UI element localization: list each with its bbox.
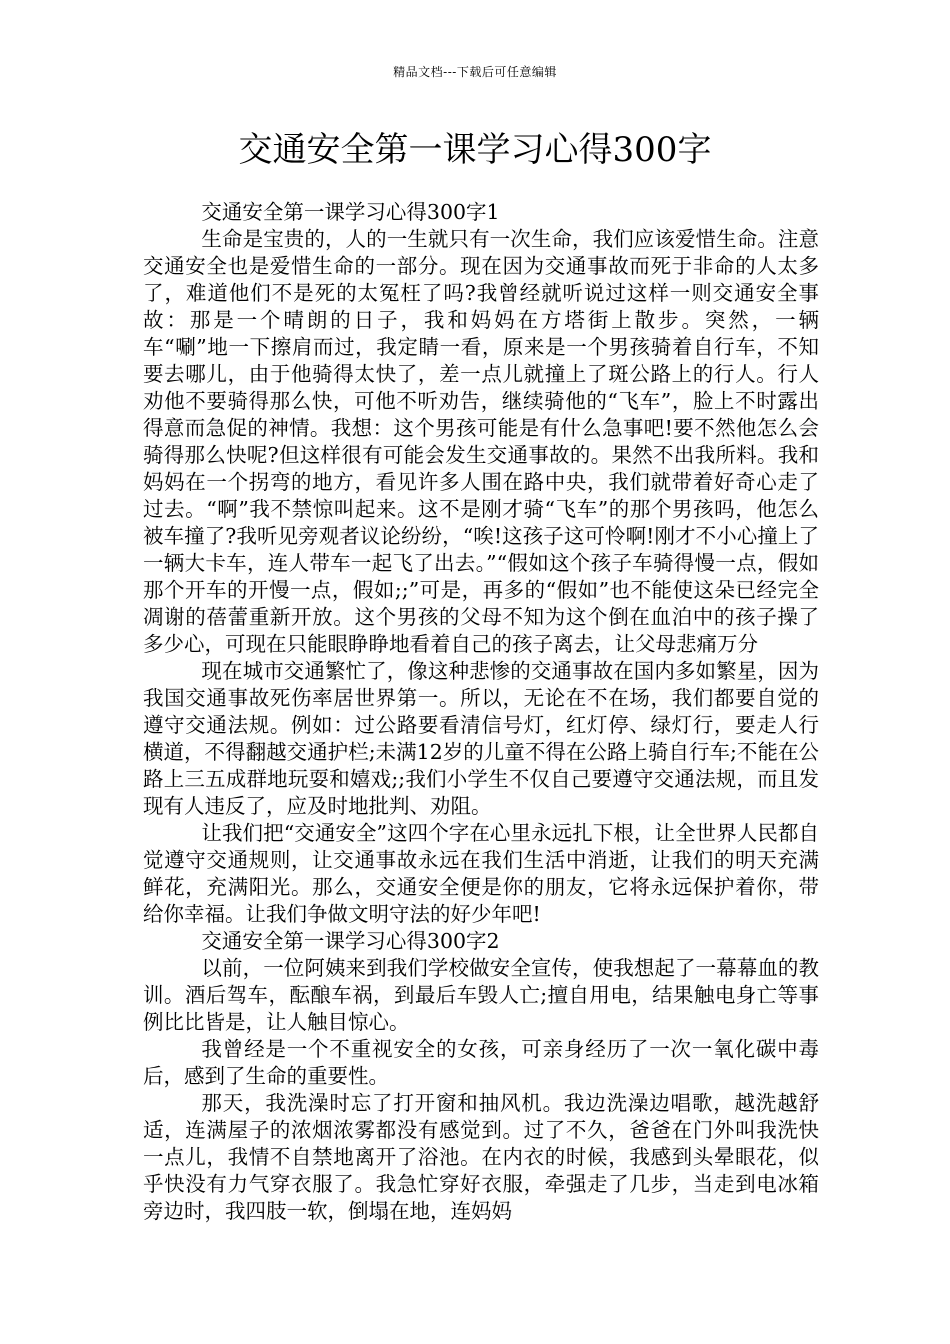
section-heading-1: 交通安全第一课学习心得300字1 — [201, 200, 500, 224]
document-title: 交通安全第一课学习心得300字 — [238, 130, 712, 170]
paragraph: 生命是宝贵的，人的一生就只有一次生命，我们应该爱惜生命。注意交通安全也是爱惜生命的一部分。现在因为交通事故而死于非命的人太多了，难道他们不是死的太冤枉了吗?我曾经就听说过这样一则交通安全事故：那是一个晴朗的日子，我和妈妈在方塔街上散步。突然，一辆车“唰”地一下擦肩而过，我定睛一看，原来是一个男孩骑着自行车，不知要去哪儿，由于他骑得太快了，差一点儿就撞上了斑公路上的行人。行人劝他不要骑得那么快，可他不听劝告，继续骑他的“飞车”，脸上不时露出得意而急促的神情。我想：这个男孩可能是有什么急事吧!要不然他怎么会骑得那么快呢?但这样很有可能会发生交通事故的。果然不出我所料。我和妈妈在一个拐弯的地方，看见许多人围在路中央，我们就带着好奇心走了过去。“啊”我不禁惊叫起来。这不是刚才骑“飞车”的那个男孩吗，他怎么被车撞了?我听见旁观者议论纷纷，“唉!这孩子这可怜啊!刚才不小心撞上了一辆大卡车，连人带车一起飞了出去。”“假如这个孩子车骑得慢一点，假如那个开车的开慢一点，假如;;”可是，再多的“假如”也不能使这朵已经完全凋谢的蓓蕾重新开放。这个男孩的父母不知为这个倒在血泊中的孩子操了多少心，可现在只能眼睁睁地看着自己的孩子离去，让父母悲痛万分 — [143, 227, 819, 656]
header-note: 精品文档---下载后可任意编辑 — [393, 65, 557, 79]
paragraph: 让我们把“交通安全”这四个字在心里永远扎下根，让全世界人民都自觉遵守交通规则，让交通事故永远在我们生活中消逝，让我们的明天充满鲜花，充满阳光。那么，交通安全便是你的朋友，它将永远保护着你，带给你幸福。让我们争做文明守法的好少年吧! — [143, 821, 819, 926]
document-body — [143, 199, 819, 1225]
section-heading-2: 交通安全第一课学习心得300字2 — [201, 929, 500, 953]
paragraph: 那天，我洗澡时忘了打开窗和抽风机。我边洗澡边唱歌，越洗越舒适，连满屋子的浓烟浓雾都没有感觉到。过了不久，爸爸在门外叫我洗快一点儿，我情不自禁地离开了浴池。在内衣的时候，我感到头晕眼花，似乎快没有力气穿衣服了。我急忙穿好衣服，牵强走了几步，当走到电冰箱旁边时，我四肢一软，倒塌在地，连妈妈 — [143, 1091, 819, 1223]
paragraph: 以前，一位阿姨来到我们学校做安全宣传，使我想起了一幕幕血的教训。酒后驾车，酝酿车祸，到最后车毁人亡;擅自用电，结果触电身亡等事例比比皆是，让人触目惊心。 — [143, 956, 819, 1034]
paragraph: 现在城市交通繁忙了，像这种悲惨的交通事故在国内多如繁星，因为我国交通事故死伤率居世界第一。所以，无论在不在场，我们都要自觉的遵守交通法规。例如：过公路要看清信号灯，红灯停、绿灯行，要走人行横道，不得翻越交通护栏;未满12岁的儿童不得在公路上骑自行车;不能在公路上三五成群地玩耍和嬉戏;;我们小学生不仅自己要遵守交通法规，而且发现有人违反了，应及时地批判、劝阻。 — [143, 659, 819, 818]
paragraph: 我曾经是一个不重视安全的女孩，可亲身经历了一次一氧化碳中毒后，感到了生命的重要性。 — [143, 1037, 819, 1088]
